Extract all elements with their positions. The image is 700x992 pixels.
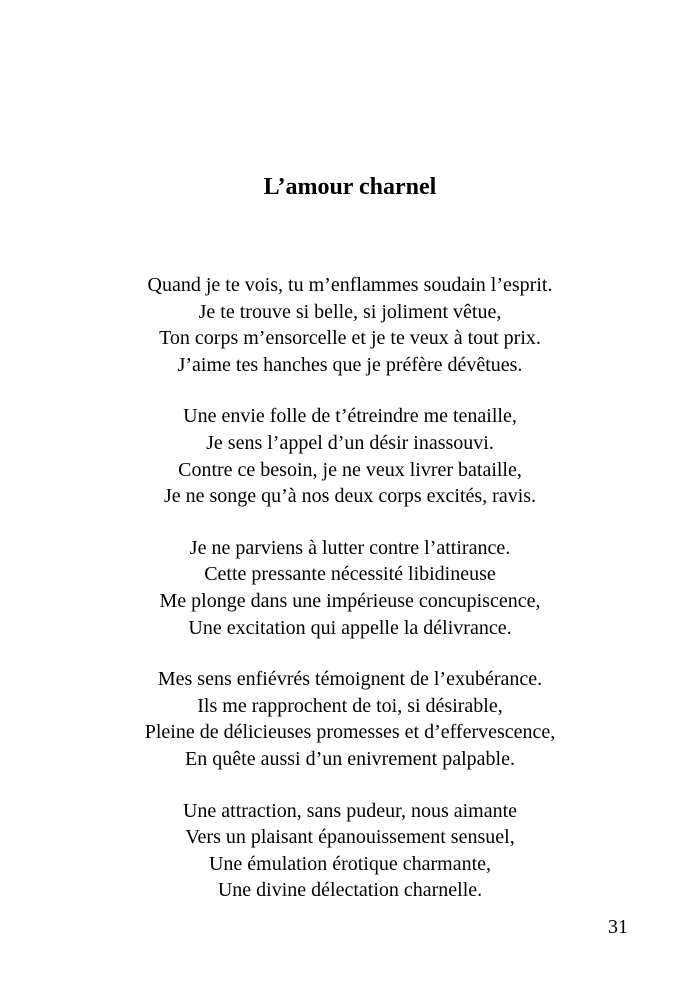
poem-line: Je sens l’appel d’un désir inassouvi. bbox=[206, 431, 494, 454]
poem-line: Une émulation érotique charmante, bbox=[208, 852, 492, 875]
poem-line: Vers un plaisant épanouissement sensuel, bbox=[185, 826, 515, 849]
poem-title: L’amour charnel bbox=[263, 174, 437, 200]
page-number: 31 bbox=[608, 916, 628, 938]
stanza bbox=[0, 535, 700, 641]
poem-line: Ils me rapprochent de toi, si désirable, bbox=[197, 694, 503, 717]
poem-line: Je ne parviens à lutter contre l’attirance. bbox=[189, 536, 511, 559]
poem-line: Ton corps m’ensorcelle et je te veux à tout prix. bbox=[159, 327, 541, 350]
poem-line: J’aime tes hanches que je préfère dévêtues. bbox=[177, 353, 523, 376]
stanza bbox=[0, 798, 700, 904]
stanza bbox=[0, 403, 700, 509]
poem-line: Contre ce besoin, je ne veux livrer bataille, bbox=[178, 458, 522, 481]
poem-line: En quête aussi d’un enivrement palpable. bbox=[185, 747, 515, 770]
poem-line: Je ne songe qu’à nos deux corps excités, ravis. bbox=[163, 485, 537, 508]
poem-line: Me plonge dans une impérieuse concupiscence, bbox=[159, 589, 541, 612]
poem-line: Une excitation qui appelle la délivrance. bbox=[188, 616, 512, 639]
poem-line: Pleine de délicieuses promesses et d’effervescence, bbox=[144, 721, 556, 744]
stanza bbox=[0, 666, 700, 772]
poem-line: Une attraction, sans pudeur, nous aimante bbox=[182, 799, 518, 822]
stanza bbox=[0, 272, 700, 378]
poem-line: Quand je te vois, tu m’enflammes soudain l’esprit. bbox=[147, 274, 553, 296]
poem-line: Cette pressante nécessité libidineuse bbox=[204, 563, 496, 586]
poem-line: Mes sens enfiévrés témoignent de l’exubérance. bbox=[157, 668, 543, 691]
poem-line: Une envie folle de t’étreindre me tenaille, bbox=[183, 405, 517, 428]
poem-line: Je te trouve si belle, si joliment vêtue, bbox=[198, 300, 502, 323]
poem-body bbox=[0, 272, 700, 929]
poem-line: Une divine délectation charnelle. bbox=[217, 879, 483, 902]
